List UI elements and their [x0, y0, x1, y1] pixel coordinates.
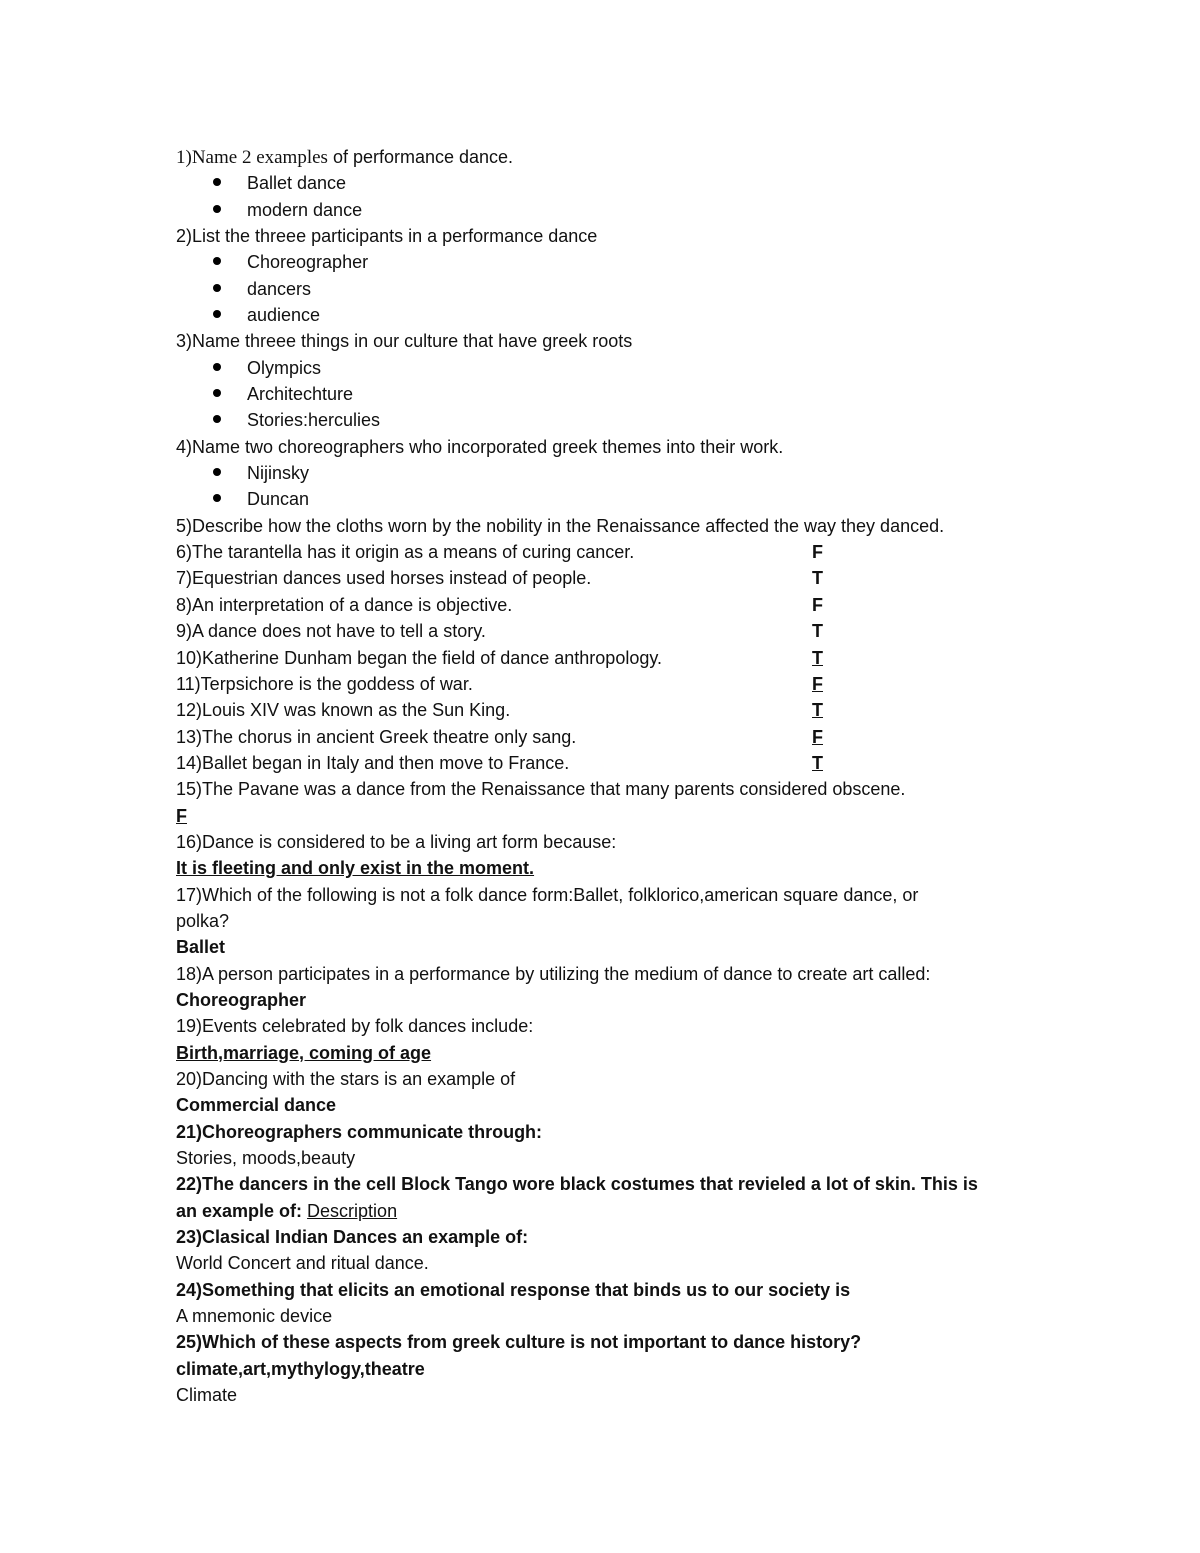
answer-22: Description — [307, 1201, 398, 1221]
bullet-icon — [213, 415, 221, 423]
tf-answer: F — [812, 674, 823, 694]
question-23: 23)Clasical Indian Dances an example of: — [176, 1227, 529, 1247]
bullet-icon — [213, 257, 221, 265]
question-25-cont: climate,art,mythylogy,theatre — [176, 1359, 425, 1379]
answer-24: A mnemonic device — [176, 1306, 333, 1326]
tf-question: 10)Katherine Dunham began the field of dance anthropology. T — [176, 645, 1070, 671]
tf-answer: T — [812, 648, 823, 668]
question-24: 24)Something that elicits an emotional response that binds us to our society is — [176, 1280, 851, 1300]
bullet-icon — [213, 284, 221, 292]
document-page: 1)Name 2 examples of performance dance. Ballet dance modern dance 2)List the threee participants in a performance dance Choreographer dancers audience 3)Name threee things in our culture that have greek roots Olympics Architechture Stories:herculies 4)Name two choreographers who incorporated greek themes into their work. Nijinsky Duncan 5)Describe how the cloths worn by the nobility in the Renaissance affected the way they danced. 6)The tarantella has it origin as a means of curing cancer. F 7)Equestrian dances used horses instead of people. T 8)An interpretation of a dance is objective. F 9)A dance does not have to tell a story. T 10)Katherine Dunham began the field of dance anthropology. T 11)Terpsichore is the goddess of war. F 12)Louis XIV was known as the Sun King. T 13)The chorus in ancient Greek theatre only sang. F 14)Ballet began in Italy and then move to France. T 15)The Pavane was a dance from the Renaissance that many parents considered obscene. F 16)Dance is considered to be a living art form because: It is fleeting and only exist in the moment. 17)Which of the following is not a folk dance form:Ballet, folklorico,american square dance, or polka? Ballet 18)A person participates in a performance by utilizing the medium of dance to create art called: Choreographer 19)Events celebrated by folk dances include: Birth,marriage, coming of age 20)Dancing with the stars is an example of Commercial dance 21)Choreographers communicate through: Stories, moods,beauty 22)The dancers in the cell Block Tango wore black costumes that revieled a lot of skin. This is an example of: Description 23)Clasical Indian Dances an example of: World Concert and ritual dance. 24)Something that elicits an emotional response that binds us to our society is A mnemonic device 25)Which of these aspects from greek culture is not important to dance history? climate,art,mythylogy,theatre Climate — [0, 0, 1200, 1553]
answer-16: It is fleeting and only exist in the moment. — [176, 858, 535, 878]
question-17: 17)Which of the following is not a folk dance form:Ballet, folklorico,american square dance, or — [176, 885, 919, 905]
bullet-icon — [213, 205, 221, 213]
question-15: 15)The Pavane was a dance from the Renaissance that many parents considered obscene. — [176, 779, 906, 799]
question-22: 22)The dancers in the cell Block Tango wore black costumes that revieled a lot of skin. This is — [176, 1174, 978, 1194]
tf-answer: F — [812, 595, 823, 615]
answer-18: Choreographer — [176, 990, 307, 1010]
bullet-icon — [213, 468, 221, 476]
tf-answer: T — [812, 621, 823, 641]
tf-question: 7)Equestrian dances used horses instead of people. T — [176, 565, 1070, 591]
question-2: 2)List the threee participants in a performance dance — [176, 226, 598, 246]
question-4: 4)Name two choreographers who incorporated greek themes into their work. — [176, 437, 784, 457]
answer-23: World Concert and ritual dance. — [176, 1253, 429, 1273]
tf-answer: F — [812, 727, 823, 747]
question-3: 3)Name threee things in our culture that have greek roots — [176, 331, 633, 351]
answer-21: Stories, moods,beauty — [176, 1148, 356, 1168]
question-5: 5)Describe how the cloths worn by the nobility in the Renaissance affected the way they danced. — [176, 516, 945, 536]
question-17-cont: polka? — [176, 911, 230, 931]
tf-answer: T — [812, 700, 823, 720]
answer-20: Commercial dance — [176, 1095, 337, 1115]
answer-25: Climate — [176, 1385, 238, 1405]
question-20: 20)Dancing with the stars is an example of — [176, 1069, 516, 1089]
answer-19: Birth,marriage, coming of age — [176, 1043, 432, 1063]
answer-17: Ballet — [176, 937, 226, 957]
tf-question: 6)The tarantella has it origin as a means of curing cancer. F — [176, 539, 1070, 565]
tf-question: 9)A dance does not have to tell a story. T — [176, 618, 1070, 644]
question-1-rest: of performance dance. — [327, 147, 514, 167]
bullet-icon — [213, 178, 221, 186]
tf-question: 11)Terpsichore is the goddess of war. F — [176, 671, 1070, 697]
tf-question: 8)An interpretation of a dance is objective. F — [176, 592, 1070, 618]
tf-question: 13)The chorus in ancient Greek theatre only sang. F — [176, 724, 1070, 750]
bullet-icon — [213, 363, 221, 371]
tf-answer: T — [812, 753, 823, 773]
question-16: 16)Dance is considered to be a living art form because: — [176, 832, 617, 852]
answer-15: F — [176, 806, 187, 826]
bullet-icon — [213, 310, 221, 318]
question-18: 18)A person participates in a performance by utilizing the medium of dance to create art called: — [176, 964, 931, 984]
tf-answer: T — [812, 568, 823, 588]
bullet-icon — [213, 494, 221, 502]
question-25: 25)Which of these aspects from greek culture is not important to dance history? — [176, 1332, 862, 1352]
question-21: 21)Choreographers communicate through: — [176, 1122, 543, 1142]
bullet-icon — [213, 389, 221, 397]
tf-answer: F — [812, 542, 823, 562]
question-1-prefix: 1)Name 2 examples — [176, 147, 328, 168]
question-22-cont: an example of: Description — [176, 1201, 398, 1221]
question-19: 19)Events celebrated by folk dances include: — [176, 1016, 534, 1036]
question-1 — [176, 144, 1070, 171]
tf-question: 12)Louis XIV was known as the Sun King. T — [176, 697, 1070, 723]
tf-question: 14)Ballet began in Italy and then move to France. T — [176, 750, 1070, 776]
